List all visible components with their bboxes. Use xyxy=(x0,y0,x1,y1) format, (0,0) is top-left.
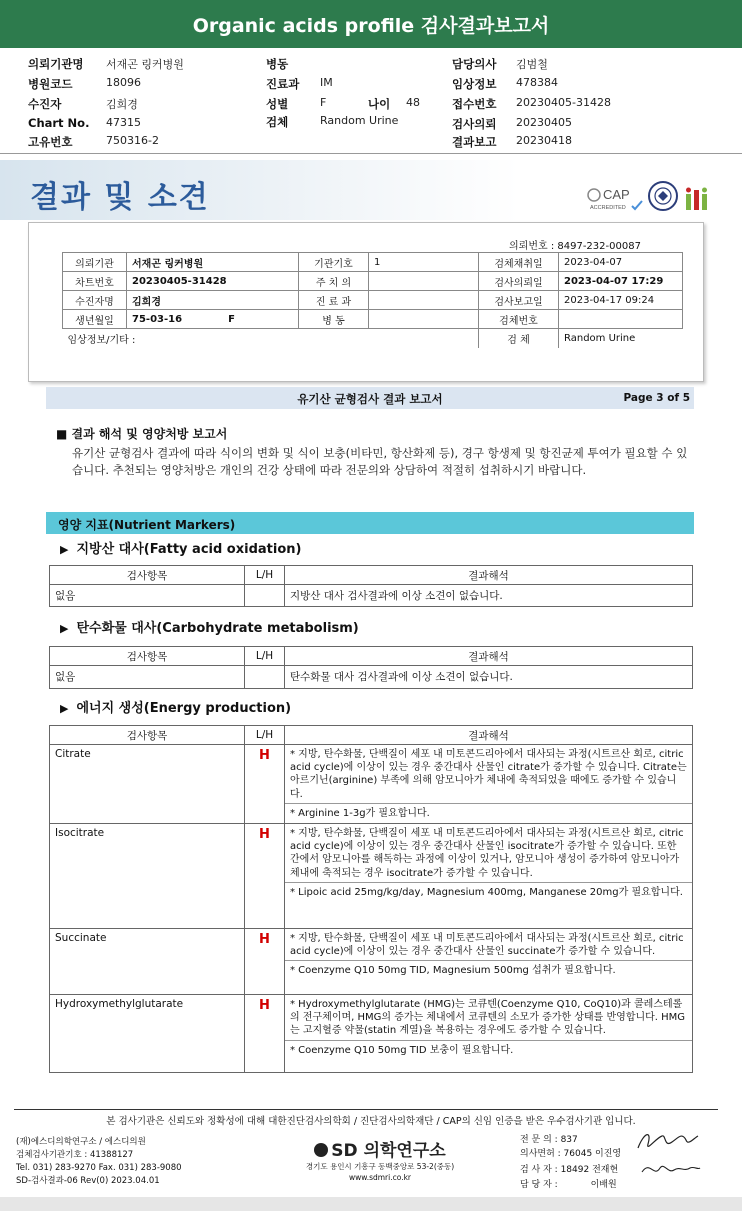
sd-logo-icon xyxy=(314,1143,328,1157)
recommendation-note: * Lipoic acid 25mg/kg/day, Magnesium 400mg, Manganese 20mg가 필요합니다. xyxy=(285,882,692,899)
report-band xyxy=(46,387,694,409)
field-label: 기관기호 xyxy=(299,253,369,272)
item-cell: 없음 xyxy=(50,585,245,607)
header-label: 검사의뢰 xyxy=(452,117,497,131)
page-indicator: Page 3 of 5 xyxy=(623,392,690,404)
header-label: Chart No. xyxy=(28,116,90,130)
field-value xyxy=(369,291,479,310)
col-header-lh: L/H xyxy=(245,566,285,585)
table-row xyxy=(50,585,693,607)
patient-row xyxy=(63,253,683,272)
table-header-row xyxy=(50,566,693,585)
item-cell: Isocitrate xyxy=(50,824,245,929)
header-value: 478384 xyxy=(516,76,558,89)
item-cell: Succinate xyxy=(50,929,245,995)
sex: F xyxy=(228,313,235,325)
seal-logo xyxy=(648,181,678,211)
lh-cell xyxy=(245,585,285,607)
fatty-acid-heading xyxy=(60,538,301,557)
header-label: 의뢰기관명 xyxy=(28,57,84,71)
field-label: 검사의뢰일 xyxy=(479,272,559,291)
field-value xyxy=(369,310,479,329)
header-label: 진료과 xyxy=(266,77,300,91)
lh-cell xyxy=(245,666,285,689)
high-flag: H xyxy=(245,929,285,995)
table-row xyxy=(50,929,693,995)
interp-text: * 지방, 탄수화물, 단백질이 세포 내 미토콘드리아에서 대사되는 과정(시트르산 회로, citric acid cycle)에 이상이 있는 경우 중간대사 산물인 succinate가 증가할 수 있습니다. xyxy=(290,933,684,958)
field-label: 검체번호 xyxy=(479,310,559,329)
field-label: 병 동 xyxy=(299,310,369,329)
energy-table xyxy=(49,725,693,1073)
age-label: 나이 xyxy=(368,97,391,111)
field-label: 주 치 의 xyxy=(299,272,369,291)
cap-logo-subtext: ACCREDITED xyxy=(590,205,626,211)
carbohydrate-heading xyxy=(60,617,359,636)
col-header-lh: L/H xyxy=(245,726,285,745)
header-value: 20230405-31428 xyxy=(516,96,611,109)
field-value: 2023-04-07 xyxy=(559,253,683,272)
nutrient-band xyxy=(46,512,694,534)
col-header-interp: 결과해석 xyxy=(285,726,693,745)
header-value: 김희경 xyxy=(106,98,138,111)
header-label: 병동 xyxy=(266,57,289,71)
result-title: 결과 및 소견 xyxy=(30,180,210,215)
field-value: 김희경 xyxy=(127,291,299,310)
col-header-interp: 결과해석 xyxy=(285,647,693,666)
carbohydrate-table xyxy=(49,646,693,689)
sd-logo-name xyxy=(300,1136,460,1161)
col-header-item: 검사항목 xyxy=(50,566,245,585)
field-label: 검체채취일 xyxy=(479,253,559,272)
interp-text: * 지방, 탄수화물, 단백질이 세포 내 미토콘드리아에서 대사되는 과정(시트르산 회로, citric acid cycle)에 이상이 있는 경우 중간대사 산물인 citrate가 증가할 수 있습니다. Citrate는 아르기닌(arginine) 부족에 의해 암모니아가 체내에 축적되었을 때에도 증가할 수 있습니다. xyxy=(290,749,687,800)
recommendation-note: * Coenzyme Q10 50mg TID 보충이 필요합니다. xyxy=(285,1040,692,1057)
nutrient-band-title: 영양 지표(Nutrient Markers) xyxy=(58,518,236,532)
energy-heading xyxy=(60,697,291,716)
table-header-row xyxy=(50,726,693,745)
report-band-title: 유기산 균형검사 결과 보고서 xyxy=(297,392,443,406)
staff-label: 검 사 자 : xyxy=(520,1165,558,1175)
header-value: 김범철 xyxy=(516,58,548,71)
col-header-item: 검사항목 xyxy=(50,647,245,666)
header-value: 20230405 xyxy=(516,116,572,129)
patient-row xyxy=(63,310,683,329)
patient-row xyxy=(63,272,683,291)
header-divider xyxy=(0,153,742,154)
col-header-interp: 결과해석 xyxy=(285,566,693,585)
sd-logo-text: SD 의학연구소 xyxy=(331,1141,446,1161)
header-value: 20230418 xyxy=(516,134,572,147)
table-row xyxy=(50,745,693,824)
header-label: 담당의사 xyxy=(452,57,497,71)
header-info xyxy=(0,56,742,152)
field-value: 20230405-31428 xyxy=(127,272,299,291)
footer-lab-info xyxy=(16,1136,182,1188)
high-flag: H xyxy=(245,995,285,1073)
header-value: IM xyxy=(320,76,333,89)
fatty-acid-table xyxy=(49,565,693,607)
triangle-right-icon: ▶ xyxy=(60,543,69,556)
field-label: 수진자명 xyxy=(63,291,127,310)
table-header-row xyxy=(50,647,693,666)
header-value: Random Urine xyxy=(320,114,399,127)
header-label: 검체 xyxy=(266,115,289,129)
interp-cell: 탄수화물 대사 검사결과에 이상 소견이 없습니다. xyxy=(285,666,693,689)
staff-value: 837 xyxy=(560,1135,578,1145)
patient-info-table xyxy=(62,252,683,348)
staff-line xyxy=(520,1147,621,1161)
age-value: 48 xyxy=(406,96,420,109)
fatty-acid-title: 지방산 대사(Fatty acid oxidation) xyxy=(76,542,302,557)
staff-value: 이배원 xyxy=(590,1180,617,1190)
lab-logo xyxy=(684,186,710,212)
field-value: 2023-04-07 17:29 xyxy=(559,272,683,291)
cap-logo xyxy=(586,184,644,214)
report-title: Organic acids profile 검사결과보고서 xyxy=(0,0,742,48)
header-label: 결과보고 xyxy=(452,135,497,149)
interp-text: * Hydroxymethylglutarate (HMG)는 코큐텐(Coenzyme Q10, CoQ10)과 콜레스테롤의 전구체이며, HMG의 증가는 체내에서 코큐텐의 소모가 증가한 상태를 반영합니다. HMG는 고지혈증 약물(statin 계열)을 복용하는 경우에도 증가할 수 있습니다. xyxy=(290,999,686,1037)
high-flag: H xyxy=(245,745,285,824)
header-value: 서재곤 링커병원 xyxy=(106,58,184,71)
header-value: 18096 xyxy=(106,76,141,89)
section-title: ■ 결과 해석 및 영양처방 보고서 xyxy=(56,427,228,441)
carbohydrate-title: 탄수화물 대사(Carbohydrate metabolism) xyxy=(76,621,359,636)
sd-website: www.sdmri.co.kr xyxy=(348,1173,411,1182)
staff-value: 76045 이진영 xyxy=(563,1149,622,1159)
item-cell: 없음 xyxy=(50,666,245,689)
item-cell: Citrate xyxy=(50,745,245,824)
header-value: F xyxy=(320,96,327,109)
signature-2 xyxy=(638,1158,702,1180)
footer-line: SD-검사결과-06 Rev(0) 2023.04.01 xyxy=(16,1176,160,1186)
footer-line: (재)에스디의학연구소 / 에스디의원 xyxy=(16,1137,146,1147)
field-label: 검사보고일 xyxy=(479,291,559,310)
staff-line xyxy=(520,1163,621,1177)
bottom-strip xyxy=(0,1197,742,1211)
field-label: 검 체 xyxy=(479,329,559,348)
header-label: 수진자 xyxy=(28,97,62,111)
header-label: 성별 xyxy=(266,97,289,111)
staff-label: 담 당 자 : xyxy=(520,1180,558,1190)
field-value: Random Urine xyxy=(559,329,683,348)
field-label: 차트번호 xyxy=(63,272,127,291)
header-value: 750316-2 xyxy=(106,134,159,147)
interp-cell xyxy=(285,995,693,1073)
recommendation-note: * Arginine 1-3g가 필요합니다. xyxy=(285,803,692,820)
table-row xyxy=(50,666,693,689)
signature-1 xyxy=(634,1128,700,1156)
staff-value: 18492 전재현 xyxy=(560,1165,619,1175)
footer-divider xyxy=(14,1109,718,1110)
patient-row xyxy=(63,291,683,310)
field-value xyxy=(369,272,479,291)
interp-text: * 지방, 탄수화물, 단백질이 세포 내 미토콘드리아에서 대사되는 과정(시트르산 회로, citric acid cycle)에 이상이 있는 경우 중간대사 산물인 isocitrate가 증가할 수 있습니다. 또한 간에서 암모니아를 해독하는 과정에 이상이 있거나, 암모니아 생성이 증가하여 암모니아가 체내에 축적되는 경우 isocitrate가 증가할 수 있습니다. xyxy=(290,828,684,879)
header-label: 접수번호 xyxy=(452,97,497,111)
interp-cell xyxy=(285,929,693,995)
birthdate: 75-03-16 xyxy=(132,313,183,325)
field-label: 생년월일 xyxy=(63,310,127,329)
staff-label: 전 문 의 : xyxy=(520,1135,558,1145)
clinical-info: 임상정보/기타 : xyxy=(63,329,479,348)
sd-logo xyxy=(300,1136,460,1183)
field-label: 의뢰기관 xyxy=(63,253,127,272)
field-value xyxy=(559,310,683,329)
footer-line: 검체검사기관기호 : 41388127 xyxy=(16,1150,134,1160)
staff-line xyxy=(520,1178,621,1192)
high-flag: H xyxy=(245,824,285,929)
field-value: 2023-04-17 09:24 xyxy=(559,291,683,310)
header-value: 47315 xyxy=(106,116,141,129)
staff-label: 의사면허 : xyxy=(520,1149,561,1159)
col-header-lh: L/H xyxy=(245,647,285,666)
triangle-right-icon: ▶ xyxy=(60,622,69,635)
field-value: 서재곤 링커병원 xyxy=(127,253,299,272)
interp-cell xyxy=(285,745,693,824)
patient-row xyxy=(63,329,683,348)
energy-title: 에너지 생성(Energy production) xyxy=(76,701,292,716)
field-label: 진 료 과 xyxy=(299,291,369,310)
sd-address: 경기도 용인시 기흥구 동백중앙로 53-2(중동) xyxy=(305,1162,455,1171)
footer-notice: 본 검사기관은 신뢰도와 정확성에 대해 대한진단검사의학회 / 진단검사의학재단 / CAP의 신임 인증을 받은 우수검사기관 입니다. xyxy=(106,1116,636,1127)
interp-cell xyxy=(285,824,693,929)
col-header-item: 검사항목 xyxy=(50,726,245,745)
item-cell: Hydroxymethylglutarate xyxy=(50,995,245,1073)
field-value xyxy=(127,310,299,329)
header-label: 고유번호 xyxy=(28,135,73,149)
footer-staff xyxy=(520,1133,621,1192)
field-value: 1 xyxy=(369,253,479,272)
interp-cell: 지방산 대사 검사결과에 이상 소견이 없습니다. xyxy=(285,585,693,607)
table-row xyxy=(50,824,693,929)
triangle-right-icon: ▶ xyxy=(60,702,69,715)
staff-line xyxy=(520,1133,621,1147)
cap-logo-text: CAP xyxy=(603,187,630,202)
footer-line: Tel. 031) 283-9270 Fax. 031) 283-9080 xyxy=(16,1163,182,1173)
section-description: 유기산 균형검사 결과에 따라 식이의 변화 및 식이 보충(비타민, 항산화제 등), 경구 항생제 및 항진균제 투여가 필요할 수 있습니다. 추천되는 영양처방은 개인의 건강 상태에 따라 전문의와 상담하여 적절히 섭취하시기 바랍니다. xyxy=(72,446,688,477)
table-row xyxy=(50,995,693,1073)
header-label: 병원코드 xyxy=(28,77,73,91)
header-label: 임상정보 xyxy=(452,77,497,91)
recommendation-note: * Coenzyme Q10 50mg TID, Magnesium 500mg 섭취가 필요합니다. xyxy=(285,960,692,977)
request-number: 의뢰번호 : 8497-232-00087 xyxy=(509,241,641,252)
